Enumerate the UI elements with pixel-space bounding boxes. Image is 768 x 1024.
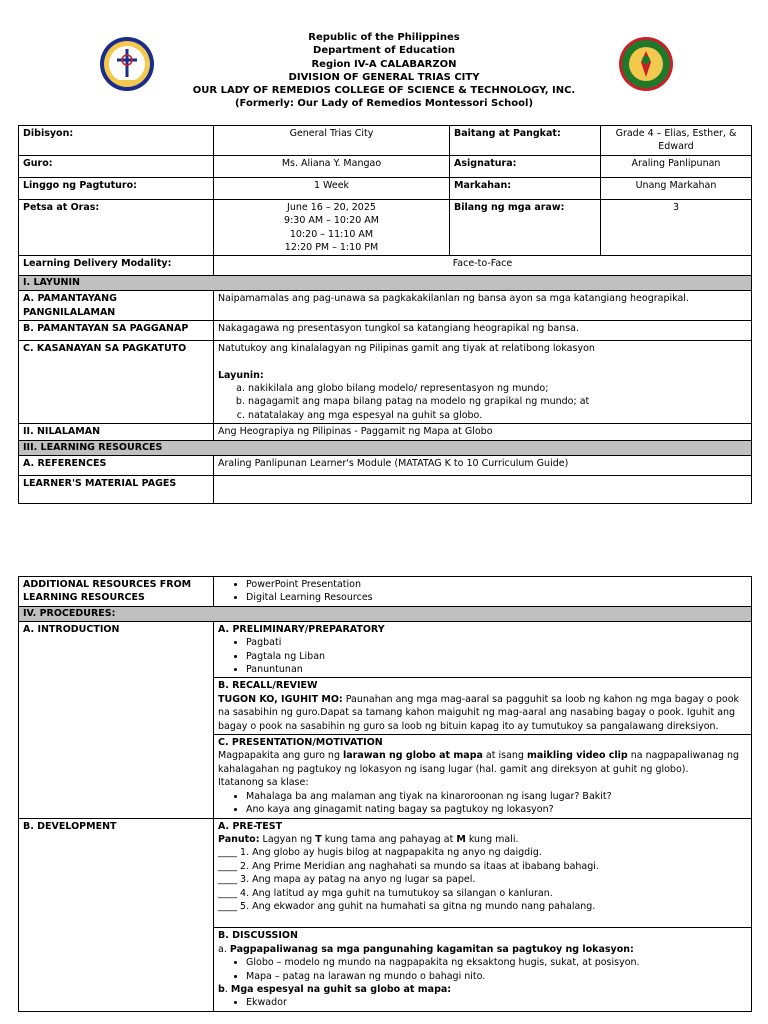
- list-item: • Pagtala ng Liban: [246, 650, 747, 663]
- bold-span: maikling video clip: [526, 750, 628, 762]
- learners-material-value: [214, 475, 752, 503]
- document-header: [140, 31, 628, 111]
- section-learning-resources: III. LEARNING RESOURCES: [19, 440, 752, 455]
- pretest-item: ____ 3. Ang mapa ay patag na anyo ng lugar sa papel.: [218, 874, 476, 886]
- guro-label: Guro:: [19, 155, 214, 177]
- pamantayang-pangnilalaman-text: Naipamamalas ang pag-unawa sa pagkakakilanlan ng bansa ayon sa mga katangiang heograpikal.: [214, 291, 752, 321]
- header-line: Region IV-A CALABARZON: [311, 58, 457, 70]
- discussion-a-list: [218, 956, 747, 983]
- presentation-title: C. PRESENTATION/MOTIVATION: [218, 737, 383, 749]
- bold-span: b: [218, 983, 225, 995]
- discussion-a: a. Pagpapaliwanag sa mga pangunahing kagamitan sa pagtukoy ng lokasyon:: [218, 943, 634, 955]
- discussion-title: B. DISCUSSION: [218, 930, 298, 942]
- petsa-label: Petsa at Oras:: [19, 199, 214, 256]
- pamantayan-pagganap-text: Nakagagawa ng presentasyon tungkol sa katangiang heograpikal ng bansa.: [214, 321, 752, 341]
- additional-resources-list: [218, 578, 747, 605]
- asignatura-label: Asignatura:: [450, 155, 601, 177]
- lesson-plan-table-1: [18, 125, 752, 504]
- petsa-line: 12:20 PM – 1:10 PM: [284, 242, 379, 254]
- pretest-item: ____ 4. Ang latitud ay mga guhit na tumutukoy sa silangan o kanluran.: [218, 887, 553, 899]
- header-line: Department of Education: [313, 45, 455, 57]
- markahan-label: Markahan:: [450, 177, 601, 199]
- kasanayan-label: C. KASANAYAN SA PAGKATUTO: [19, 341, 214, 424]
- list-item: a. nakikilala ang globo bilang modelo/ representasyon ng mundo;: [248, 382, 747, 395]
- development-cell: [214, 818, 752, 1011]
- header-line: (Formerly: Our Lady of Remedios Montessori School): [234, 98, 534, 110]
- list-item: • Mahalaga ba ang malaman ang tiyak na kinaroroonan ng isang lugar? Bakit?: [246, 790, 747, 803]
- nilalaman-label: II. NILALAMAN: [19, 424, 214, 440]
- list-item: • Panuntunan: [246, 663, 747, 676]
- text-span: na nagpapaliwanag ng kahalagahan ng pagtukoy ng lokasyon ng isang lugar (hal. gamit ang direksyon at guhit ng globo).: [218, 750, 740, 775]
- list-item: • Mapa – patag na larawan ng mundo o bahagi nito.: [246, 970, 747, 983]
- presentation-block: [214, 734, 751, 817]
- text-span: Magpapakita ang guro ng: [218, 750, 344, 762]
- list-item: • PowerPoint Presentation: [246, 578, 747, 591]
- pretest-title: A. PRE-TEST: [218, 820, 283, 832]
- nilalaman-text: Ang Heograpiya ng Pilipinas - Paggamit ng Mapa at Globo: [214, 424, 752, 440]
- bold-span: larawan ng globo at mapa: [343, 750, 483, 762]
- text-span: kung mali.: [465, 833, 519, 845]
- asignatura-value: Araling Panlipunan: [601, 155, 752, 177]
- linggo-label: Linggo ng Pagtuturo:: [19, 177, 214, 199]
- petsa-line: June 16 – 20, 2025: [287, 201, 376, 213]
- header-line: DIVISION OF GENERAL TRIAS CITY: [288, 71, 480, 83]
- recall-text-para: [218, 693, 747, 733]
- bold-span: Panuto:: [218, 833, 260, 845]
- text-span: Lagyan ng: [259, 833, 316, 845]
- section-procedures: IV. PROCEDURES:: [19, 606, 752, 621]
- additional-resources-cell: [214, 577, 752, 607]
- baitang-value: Grade 4 – Elias, Esther, & Edward: [601, 126, 752, 156]
- additional-resources-label: ADDITIONAL RESOURCES FROM LEARNING RESOURCES: [19, 577, 214, 607]
- petsa-line: 10:20 – 11:10 AM: [289, 228, 374, 240]
- petsa-line: 9:30 AM – 10:20 AM: [284, 215, 379, 227]
- recall-text: Paunahan ang mga mag-aaral sa pagguhit sa loob ng kahon ng mga bagay o pook na sasabihin ng guro.Dapat sa tamang kahon maiguhit ng mag-aaral ang nasabing bagay o pook. Iguhit ang bagay o pook na sasabihin ng guro sa loob ng bituin kapag ito ay tumutukoy sa pangalawang direksiyon.: [218, 693, 740, 732]
- discussion-b-list: [218, 996, 747, 1009]
- kasanayan-cell: [214, 341, 752, 424]
- pamantayan-pagganap-label: B. PAMANTAYAN SA PAGGANAP: [19, 321, 214, 341]
- pretest-item: ____ 2. Ang Prime Meridian ang naghahati sa mundo sa itaas at ibabang bahagi.: [218, 860, 599, 872]
- discussion-block: [214, 927, 751, 1010]
- references-text: Araling Panlipunan Learner's Module (MATATAG K to 10 Curriculum Guide): [214, 455, 752, 475]
- preliminary-list: [218, 636, 747, 676]
- pretest-item: ____ 5. Ang ekwador ang guhit na humahati sa gitna ng mundo nang pahalang.: [218, 900, 596, 912]
- linggo-value: 1 Week: [214, 177, 450, 199]
- presentation-list: [218, 790, 747, 817]
- text-span: kung tama ang pahayag at: [321, 833, 457, 845]
- list-item: • Ano kaya ang ginagamit nating bagay sa pagtukoy ng lokasyon?: [246, 803, 747, 816]
- discussion-b: b. Mga espesyal na guhit sa globo at mapa:: [218, 983, 452, 995]
- recall-block: [214, 677, 751, 734]
- modality-value: Face-to-Face: [214, 256, 752, 276]
- dibisyon-label: Dibisyon:: [19, 126, 214, 156]
- guro-value: Ms. Aliana Y. Mangao: [214, 155, 450, 177]
- header-line: Republic of the Philippines: [308, 32, 460, 43]
- layunin-list: [218, 382, 747, 422]
- markahan-value: Unang Markahan: [601, 177, 752, 199]
- modality-label: Learning Delivery Modality:: [19, 256, 214, 276]
- list-item: • Pagbati: [246, 636, 747, 649]
- introduction-cell: [214, 621, 752, 818]
- panuto-text: [218, 833, 747, 846]
- presentation-text: [218, 749, 747, 776]
- learners-material-label: LEARNER'S MATERIAL PAGES: [19, 475, 214, 503]
- list-item: • Globo – modelo ng mundo na nagpapakita ng eksaktong hugis, sukat, at posisyon.: [246, 956, 747, 969]
- text-span: at isang: [482, 750, 527, 762]
- bilang-value: 3: [601, 199, 752, 256]
- baitang-label: Baitang at Pangkat:: [450, 126, 601, 156]
- references-label: A. REFERENCES: [19, 455, 214, 475]
- pretest-item: ____ 1. Ang globo ay hugis bilog at nagpapakita ng anyo ng daigdig.: [218, 847, 542, 859]
- development-label: B. DEVELOPMENT: [19, 818, 214, 1011]
- kasanayan-text: Natutukoy ang kinalalagyan ng Pilipinas gamit ang tiyak at relatibong lokasyon: [218, 343, 595, 355]
- layunin-title: Layunin:: [218, 369, 264, 381]
- header-line: OUR LADY OF REMEDIOS COLLEGE OF SCIENCE & TECHNOLOGY, INC.: [192, 85, 576, 97]
- petsa-value: [214, 199, 450, 256]
- list-item: • Digital Learning Resources: [246, 591, 747, 604]
- recall-title: B. RECALL/REVIEW: [218, 680, 318, 692]
- list-item: b. nagagamit ang mapa bilang patag na modelo ng grapikal ng mundo; at: [248, 395, 747, 408]
- list-item: • Ekwador: [246, 996, 747, 1009]
- text-span: a: [218, 943, 224, 955]
- bold-span: Mga espesyal na guhit sa globo at mapa:: [230, 983, 452, 995]
- bilang-label: Bilang ng mga araw:: [450, 199, 601, 256]
- bold-span: Pagpapaliwanag sa mga pangunahing kagamitan sa pagtukoy ng lokasyon:: [229, 943, 634, 955]
- introduction-label: A. INTRODUCTION: [19, 621, 214, 818]
- list-item: c. natatalakay ang mga espesyal na guhit sa globo.: [248, 409, 747, 422]
- dibisyon-value: General Trias City: [214, 126, 450, 156]
- bold-span: M: [456, 833, 466, 845]
- preliminary-block: [214, 622, 751, 678]
- pamantayang-pangnilalaman-label: A. PAMANTAYANG PANGNILALAMAN: [19, 291, 214, 321]
- bold-span: T: [315, 833, 322, 845]
- lesson-plan-table-2: [18, 576, 752, 1012]
- presentation-ask: Itatanong sa klase:: [218, 777, 309, 789]
- section-layunin: I. LAYUNIN: [19, 276, 752, 291]
- recall-bold: TUGON KO, IGUHIT MO:: [218, 693, 343, 705]
- pretest-block: [214, 819, 751, 928]
- preliminary-title: A. PRELIMINARY/PREPARATORY: [218, 623, 385, 635]
